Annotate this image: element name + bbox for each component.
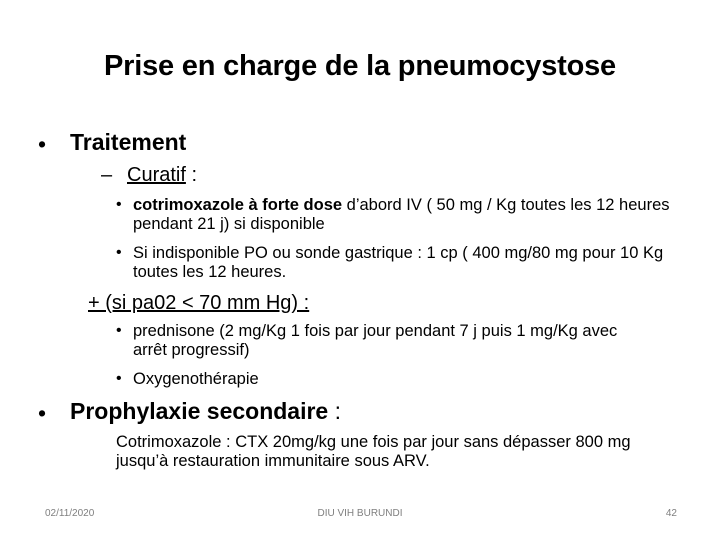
footer-page-number: 42 — [665, 508, 677, 519]
prophylaxie-colon: : — [328, 398, 342, 424]
bullet-glyph: • — [116, 322, 122, 339]
curatif-item-2: Si indisponible PO ou sonde gastrique : 1 cp ( 400 mg/80 mg pour 10 Kg toutes les 12 heures. — [133, 244, 664, 281]
adjunct-item-2: Oxygenothérapie — [133, 370, 259, 388]
prophylaxie-text-content: Cotrimoxazole : CTX 20mg/kg une fois par jour sans dépasser 800 mg jusqu’à restauration immunitaire sous ARV. — [116, 433, 631, 470]
bullet-glyph: • — [38, 131, 47, 157]
bullet-glyph: • — [38, 400, 47, 426]
curatif-colon: : — [185, 164, 198, 186]
slide-title: Prise en charge de la pneumocystose — [104, 50, 616, 82]
footer-date: 02/11/2020 — [45, 508, 95, 519]
bullet-glyph: • — [116, 244, 122, 261]
heading-traitement: Traitement — [70, 129, 187, 155]
curatif-item-1-text: d’abord IV ( 50 mg / Kg toutes les 12 heures pendant 21 j) si disponible — [133, 196, 670, 233]
curatif-item-1 — [133, 196, 678, 234]
bullet-glyph: • — [116, 370, 122, 387]
bullet-glyph: • — [116, 196, 122, 213]
prophylaxie-label: Prophylaxie secondaire — [70, 398, 329, 424]
drug-name: cotrimoxazole à forte dose — [133, 196, 343, 214]
prophylaxie-text — [100, 433, 676, 471]
adjunct-item-1: prednisone (2 mg/Kg 1 fois par jour pendant 7 j puis 1 mg/Kg avec arrêt progressif) — [133, 322, 618, 359]
subheading-adjunct: + (si pa02 < 70 mm Hg) : — [88, 292, 310, 314]
heading-prophylaxie — [70, 398, 341, 425]
subheading-curatif — [127, 164, 197, 187]
dash-glyph: – — [101, 164, 113, 186]
curatif-label: Curatif — [127, 164, 186, 186]
footer-center: DIU VIH BURUNDI — [317, 508, 403, 519]
